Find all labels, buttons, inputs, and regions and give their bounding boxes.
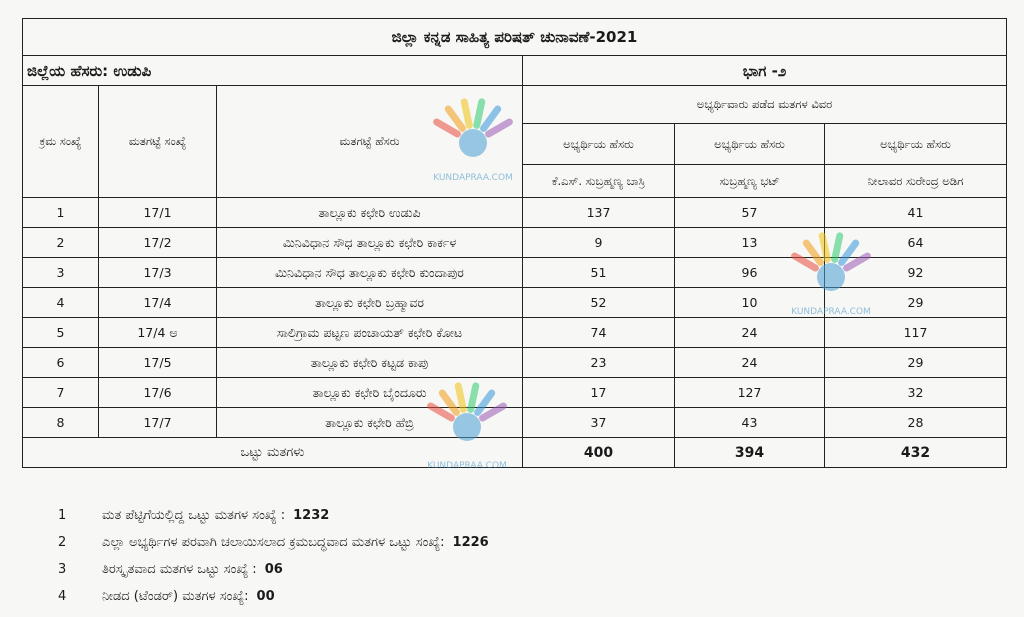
row-votes-3: 64 — [825, 228, 1007, 258]
table-row — [23, 408, 1007, 438]
total-votes-3: 432 — [825, 438, 1007, 468]
results-table — [22, 18, 1007, 468]
table-row — [23, 288, 1007, 318]
note-number: 1 — [58, 508, 67, 523]
row-serial: 6 — [23, 348, 99, 378]
part-label: ಭಾಗ -೨ — [523, 56, 1007, 86]
note-text: ಎಲ್ಲಾ ಅಭ್ಯರ್ಥಿಗಳ ಪರವಾಗಿ ಚಲಾಯಿಸಲಾದ ಕ್ರಮಬದ್ಧವಾದ ಮತಗಳ ಒಟ್ಟು ಸಂಖ್ಯೆ: — [102, 535, 445, 550]
row-votes-3: 32 — [825, 378, 1007, 408]
note-value: 1232 — [293, 508, 330, 523]
table-row — [23, 318, 1007, 348]
document-title: ಜಿಲ್ಲಾ ಕನ್ನಡ ಸಾಹಿತ್ಯ ಪರಿಷತ್ ಚುನಾವಣೆ-2021 — [23, 19, 1007, 56]
row-votes-1: 137 — [523, 198, 675, 228]
row-serial: 4 — [23, 288, 99, 318]
note-text: ಮತ ಪೆಟ್ಟಿಗೆಯಲ್ಲಿದ್ದ ಒಟ್ಟು ಮತಗಳ ಸಂಖ್ಯೆ : — [102, 508, 286, 523]
list-item — [58, 502, 758, 529]
note-text: ತಿರಸ್ಕೃತವಾದ ಮತಗಳ ಒಟ್ಟು ಸಂಖ್ಯೆ : — [102, 562, 257, 577]
summary-notes — [58, 502, 758, 610]
row-votes-3: 29 — [825, 348, 1007, 378]
row-booth-name: ಮಿನಿವಿಧಾನ ಸೌಧ ತಾಲ್ಲೂಕು ಕಛೇರಿ ಕಾರ್ಕಳ — [217, 228, 523, 258]
row-votes-1: 17 — [523, 378, 675, 408]
row-booth-no: 17/4 ಅ — [99, 318, 217, 348]
row-serial: 5 — [23, 318, 99, 348]
row-votes-3: 117 — [825, 318, 1007, 348]
row-booth-name: ತಾಲ್ಲೂಕು ಕಛೇರಿ ಬೈಂದೂರು — [217, 378, 523, 408]
note-value: 1226 — [452, 535, 489, 550]
watermark-site-text: KUNDAPRAA.COM — [433, 173, 513, 183]
row-votes-2: 10 — [675, 288, 825, 318]
watermark-site-text: KUNDAPRAA.COM — [427, 461, 507, 471]
row-booth-name: ತಾಲ್ಲೂಕು ಕಛೇರಿ ಹೆಬ್ರಿ — [217, 408, 523, 438]
row-votes-2: 96 — [675, 258, 825, 288]
row-serial: 2 — [23, 228, 99, 258]
row-votes-1: 52 — [523, 288, 675, 318]
note-value: 00 — [256, 589, 275, 604]
watermark-site-text: KUNDAPRAA.COM — [791, 307, 871, 317]
candidate-2-name: ಸುಬ್ರಹ್ಮಣ್ಯ ಭಟ್ — [675, 165, 825, 198]
list-item — [58, 529, 758, 556]
header-booth-no: ಮತಗಟ್ಟೆ ಸಂಖ್ಯೆ — [99, 86, 217, 198]
total-votes-1: 400 — [523, 438, 675, 468]
header-candidate-name-1: ಅಭ್ಯರ್ಥಿಯ ಹೆಸರು — [523, 124, 675, 165]
row-votes-1: 23 — [523, 348, 675, 378]
row-votes-2: 127 — [675, 378, 825, 408]
total-votes-label: ಒಟ್ಟು ಮತಗಳು — [23, 438, 523, 468]
note-text: ನೀಡದ (ಟೆಂಡರ್) ಮತಗಳ ಸಂಖ್ಯೆ: — [102, 589, 249, 604]
candidate-1-name: ಕೆ.ಎಸ್. ಸುಬ್ರಹ್ಮಣ್ಯ ಬಾಸ್ರಿ — [523, 165, 675, 198]
table-row — [23, 198, 1007, 228]
header-votes-detail: ಅಭ್ಯರ್ಥಿವಾರು ಪಡೆದ ಮತಗಳ ವಿವರ — [523, 86, 1007, 124]
note-value: 06 — [264, 562, 283, 577]
row-votes-1: 9 — [523, 228, 675, 258]
row-votes-2: 24 — [675, 318, 825, 348]
row-serial: 7 — [23, 378, 99, 408]
row-serial: 3 — [23, 258, 99, 288]
row-booth-name: ಮಿನಿವಿಧಾನ ಸೌಧ ತಾಲ್ಲೂಕು ಕಛೇರಿ ಕುಂದಾಪುರ — [217, 258, 523, 288]
note-number: 2 — [58, 535, 67, 550]
header-serial: ಕ್ರಮ ಸಂಖ್ಯೆ — [23, 86, 99, 198]
row-votes-1: 37 — [523, 408, 675, 438]
row-votes-3: 92 — [825, 258, 1007, 288]
row-booth-name: ಸಾಲಿಗ್ರಾಮ ಪಟ್ಟಣ ಪಂಚಾಯತ್ ಕಛೇರಿ ಕೋಟ — [217, 318, 523, 348]
totals-row — [23, 438, 1007, 468]
list-item — [58, 583, 758, 610]
note-number: 3 — [58, 562, 67, 577]
row-serial: 8 — [23, 408, 99, 438]
row-votes-1: 51 — [523, 258, 675, 288]
row-booth-no: 17/6 — [99, 378, 217, 408]
row-votes-3: 29 — [825, 288, 1007, 318]
row-votes-3: 41 — [825, 198, 1007, 228]
row-votes-2: 57 — [675, 198, 825, 228]
header-booth-name: ಮತಗಟ್ಟೆ ಹೆಸರು — [217, 86, 523, 198]
row-votes-2: 43 — [675, 408, 825, 438]
table-row — [23, 258, 1007, 288]
row-booth-no: 17/7 — [99, 408, 217, 438]
district-label: ಜಿಲ್ಲೆಯ ಹೆಸರು: ಉಡುಪಿ — [23, 56, 523, 86]
row-booth-no: 17/4 — [99, 288, 217, 318]
note-number: 4 — [58, 589, 67, 604]
candidate-3-name: ನೀಲಾವರ ಸುರೇಂದ್ರ ಅಡಿಗ — [825, 165, 1007, 198]
results-sheet — [22, 18, 1006, 468]
row-booth-no: 17/5 — [99, 348, 217, 378]
total-votes-2: 394 — [675, 438, 825, 468]
row-votes-1: 74 — [523, 318, 675, 348]
row-booth-name: ತಾಲ್ಲೂಕು ಕಛೇರಿ ಬ್ರಹ್ಮಾವರ — [217, 288, 523, 318]
table-row — [23, 228, 1007, 258]
header-candidate-name-3: ಅಭ್ಯರ್ಥಿಯ ಹೆಸರು — [825, 124, 1007, 165]
list-item — [58, 556, 758, 583]
table-row — [23, 378, 1007, 408]
row-booth-no: 17/2 — [99, 228, 217, 258]
row-votes-2: 24 — [675, 348, 825, 378]
row-booth-no: 17/3 — [99, 258, 217, 288]
row-serial: 1 — [23, 198, 99, 228]
row-booth-name: ತಾಲ್ಲೂಕು ಕಛೇರಿ ಉಡುಪಿ — [217, 198, 523, 228]
header-candidate-name-2: ಅಭ್ಯರ್ಥಿಯ ಹೆಸರು — [675, 124, 825, 165]
row-votes-3: 28 — [825, 408, 1007, 438]
row-votes-2: 13 — [675, 228, 825, 258]
table-row — [23, 348, 1007, 378]
row-booth-no: 17/1 — [99, 198, 217, 228]
row-booth-name: ತಾಲ್ಲೂಕು ಕಛೇರಿ ಕಟ್ಟಡ ಕಾಪು — [217, 348, 523, 378]
